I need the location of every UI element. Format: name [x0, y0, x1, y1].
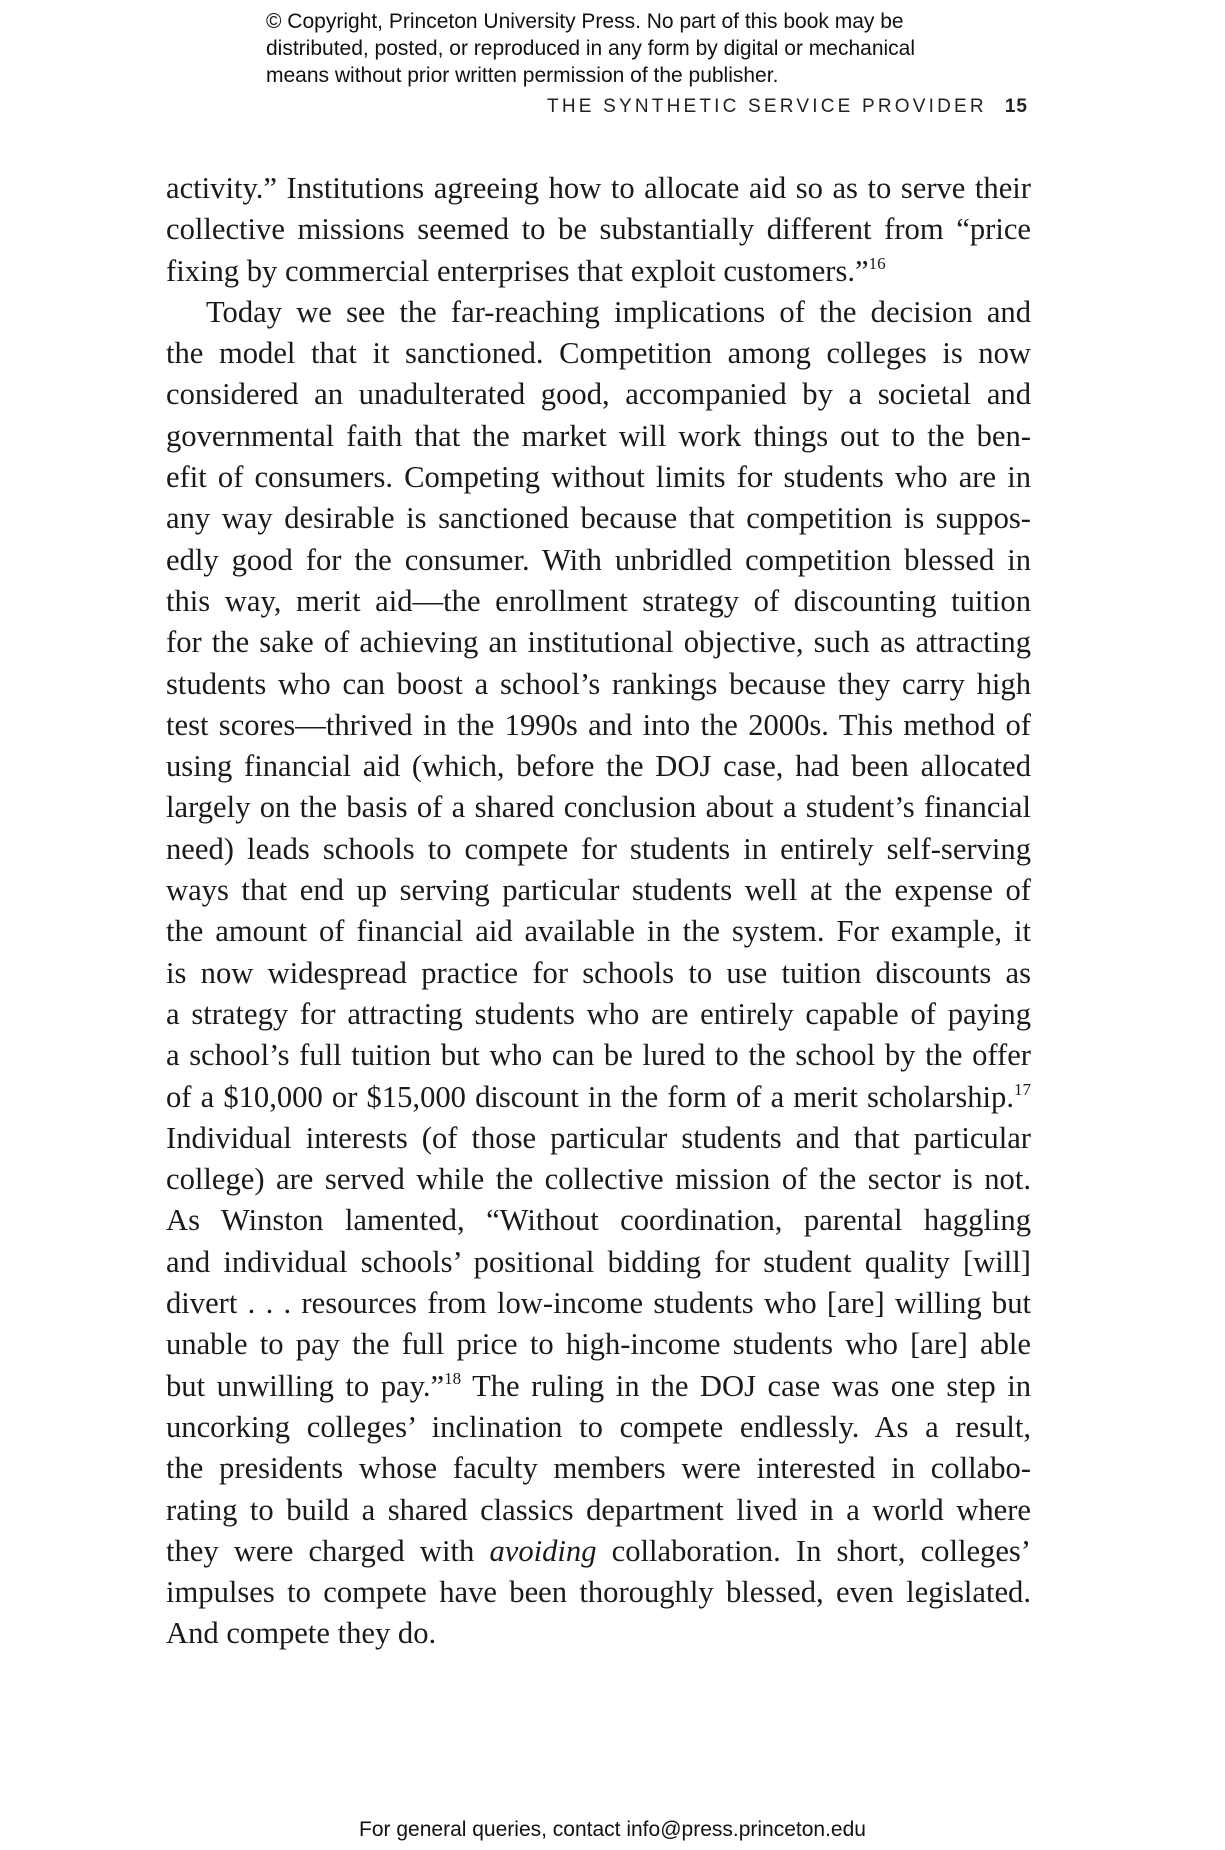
text-line: largely on the basis of a shared conclusion about a student’s financial [166, 790, 1031, 825]
text-line: divert . . . resources from low-income students who [are] willing but [166, 1286, 1031, 1321]
text-line: And compete they do. [166, 1616, 437, 1651]
text-line: college) are served while the collective mission of the sector is not. [166, 1162, 1031, 1197]
text-line: a school’s full tuition but who can be lured to the school by the offer [166, 1038, 1031, 1073]
text-line: ways that end up serving particular students well at the expense of [166, 873, 1031, 908]
text-line: impulses to compete have been thoroughly blessed, even legislated. [166, 1575, 1031, 1610]
text-line [166, 1366, 1031, 1407]
copyright-line: distributed, posted, or reproduced in any form by digital or mechanical [266, 37, 916, 60]
text-line: the amount of financial aid available in the system. For example, it [166, 914, 1031, 949]
text-line: a strategy for attracting students who are entirely capable of paying [166, 996, 1031, 1031]
text-line: governmental faith that the market will work things out to the ben- [166, 418, 1031, 453]
text-line: unable to pay the full price to high-income students who [are] able [166, 1327, 1031, 1362]
text-line: efit of consumers. Competing without limits for students who are in [166, 460, 1031, 495]
text-run: they were charged with [166, 1533, 490, 1568]
text-line: collective missions seemed to be substantially different from “price [166, 212, 1031, 247]
text-line: and individual schools’ positional bidding for student quality [will] [166, 1244, 1031, 1279]
text-line: Today we see the far-reaching implications of the decision and [206, 294, 1031, 329]
text-line [166, 251, 1031, 292]
copyright-line: means without prior written permission of the publisher. [266, 64, 779, 87]
page-number: 15 [1004, 96, 1028, 117]
body-text [166, 168, 1031, 1655]
text-line: using financial aid (which, before the DOJ case, had been allocated [166, 749, 1031, 784]
footnote-ref-17: 17 [1014, 1079, 1031, 1099]
text-line [166, 1077, 1031, 1118]
running-head-title: THE SYNTHETIC SERVICE PROVIDER [547, 96, 987, 117]
text-run: collaboration. In short, colleges’ [596, 1533, 1031, 1568]
text-line: Individual interests (of those particular students and that particular [166, 1120, 1031, 1155]
text-line: rating to build a shared classics department lived in a world where [166, 1492, 1031, 1527]
text-run: of a $10,000 or $15,000 discount in the form of a merit scholarship. [166, 1079, 1014, 1114]
text-line: any way desirable is sanctioned because that competition is suppos- [166, 501, 1031, 536]
text-line: need) leads schools to compete for students in entirely self-serving [166, 831, 1031, 866]
text-line: considered an unadulterated good, accompanied by a societal and [166, 377, 1031, 412]
text-line: the model that it sanctioned. Competition among colleges is now [166, 336, 1031, 371]
text-run: but unwilling to pay.” [166, 1368, 445, 1403]
copyright-notice [266, 8, 1026, 89]
text-line: students who can boost a school’s rankings because they carry high [166, 666, 1031, 701]
text-line: for the sake of achieving an institutional objective, such as attracting [166, 625, 1031, 660]
text-line: test scores—thrived in the 1990s and into the 2000s. This method of [166, 707, 1031, 742]
running-head [547, 96, 1028, 118]
text-line: the presidents whose faculty members were interested in collabo- [166, 1451, 1031, 1486]
text-run: fixing by commercial enterprises that exploit customers.” [166, 253, 869, 288]
text-line: uncorking colleges’ inclination to compete endlessly. As a result, [166, 1409, 1031, 1444]
text-line [166, 1531, 1031, 1572]
footnote-ref-18: 18 [444, 1368, 462, 1388]
footnote-ref-16: 16 [868, 253, 886, 273]
text-run: The ruling in the DOJ case was one step in [461, 1368, 1032, 1403]
text-line: this way, merit aid—the enrollment strategy of discounting tuition [166, 583, 1031, 618]
text-line: edly good for the consumer. With unbridled competition blessed in [166, 542, 1031, 577]
text-line: As Winston lamented, “Without coordination, parental haggling [166, 1203, 1031, 1238]
text-line: is now widespread practice for schools to use tuition discounts as [166, 955, 1031, 990]
copyright-line: © Copyright, Princeton University Press. No part of this book may be [266, 10, 904, 33]
text-line: activity.” Institutions agreeing how to allocate aid so as to serve their [166, 171, 1031, 205]
emphasis: avoiding [489, 1533, 597, 1568]
footer-contact: For general queries, contact info@press.princeton.edu [359, 1818, 866, 1841]
